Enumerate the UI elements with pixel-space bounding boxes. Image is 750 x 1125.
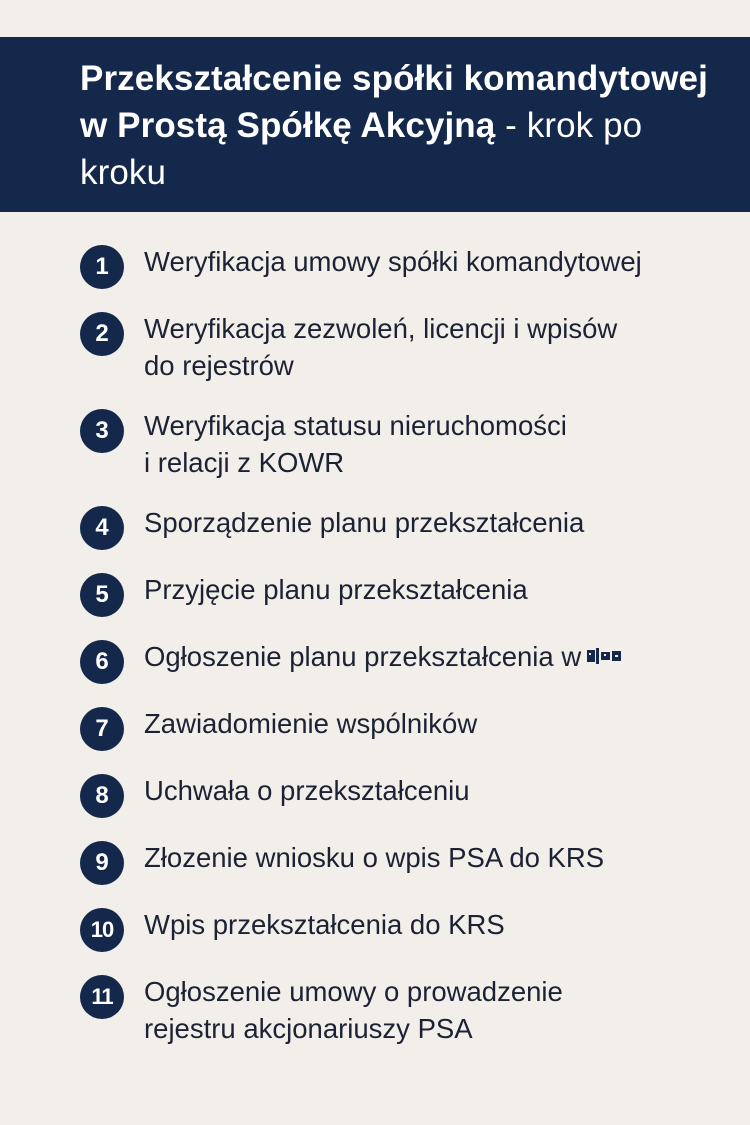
step-number-badge: 3 (80, 409, 124, 453)
step-item-10 (80, 906, 730, 973)
step-number-badge: 5 (80, 573, 124, 617)
step-item-6 (80, 638, 730, 705)
step-item-8 (80, 772, 730, 839)
header-banner (0, 37, 750, 212)
step-number-badge: 8 (80, 774, 124, 818)
step-label: Sporządzenie planu przekształcenia (144, 507, 585, 538)
step-item-2 (80, 310, 730, 407)
step-number-badge: 2 (80, 312, 124, 356)
step-label: Uchwała o przekształceniu (144, 775, 470, 806)
page-title-suffix: - krok po kroku (80, 106, 643, 192)
step-item-5 (80, 571, 730, 638)
steps-list (80, 243, 730, 1070)
step-label-with-icon (144, 638, 724, 675)
step-item-3 (80, 407, 730, 504)
step-number-badge: 4 (80, 506, 124, 550)
step-item-7 (80, 705, 730, 772)
page-title (80, 55, 730, 196)
page-title-main: Przekształcenie spółki komandytowej w Prostą Spółkę Akcyjną (80, 59, 708, 145)
step-item-11 (80, 973, 730, 1070)
step-label: Zawiadomienie wspólników (144, 708, 478, 739)
step-number-badge: 7 (80, 707, 124, 751)
step-label: Weryfikacja umowy spółki komandytowej (144, 246, 642, 277)
step-number-badge: 10 (80, 908, 124, 952)
step-label: Przyjęcie planu przekształcenia (144, 574, 528, 605)
step-item-4 (80, 504, 730, 571)
step-number-badge: 11 (80, 975, 124, 1019)
step-label: Ogłoszenie umowy o prowadzenie rejestru akcjonariuszy PSA (144, 976, 563, 1044)
step-label: Złozenie wniosku o wpis PSA do KRS (144, 842, 605, 873)
step-item-1 (80, 243, 730, 310)
step-label: Weryfikacja zezwoleń, licencji i wpisów do rejestrów (144, 313, 618, 381)
step-label: Weryfikacja statusu nieruchomości i relacji z KOWR (144, 410, 567, 478)
step-label: Ogłoszenie planu przekształcenia w (144, 641, 582, 672)
step-number-badge: 1 (80, 245, 124, 289)
step-label: Wpis przekształcenia do KRS (144, 909, 505, 940)
step-number-badge: 6 (80, 640, 124, 684)
step-item-9 (80, 839, 730, 906)
flag-icon (585, 646, 623, 668)
step-number-badge: 9 (80, 841, 124, 885)
